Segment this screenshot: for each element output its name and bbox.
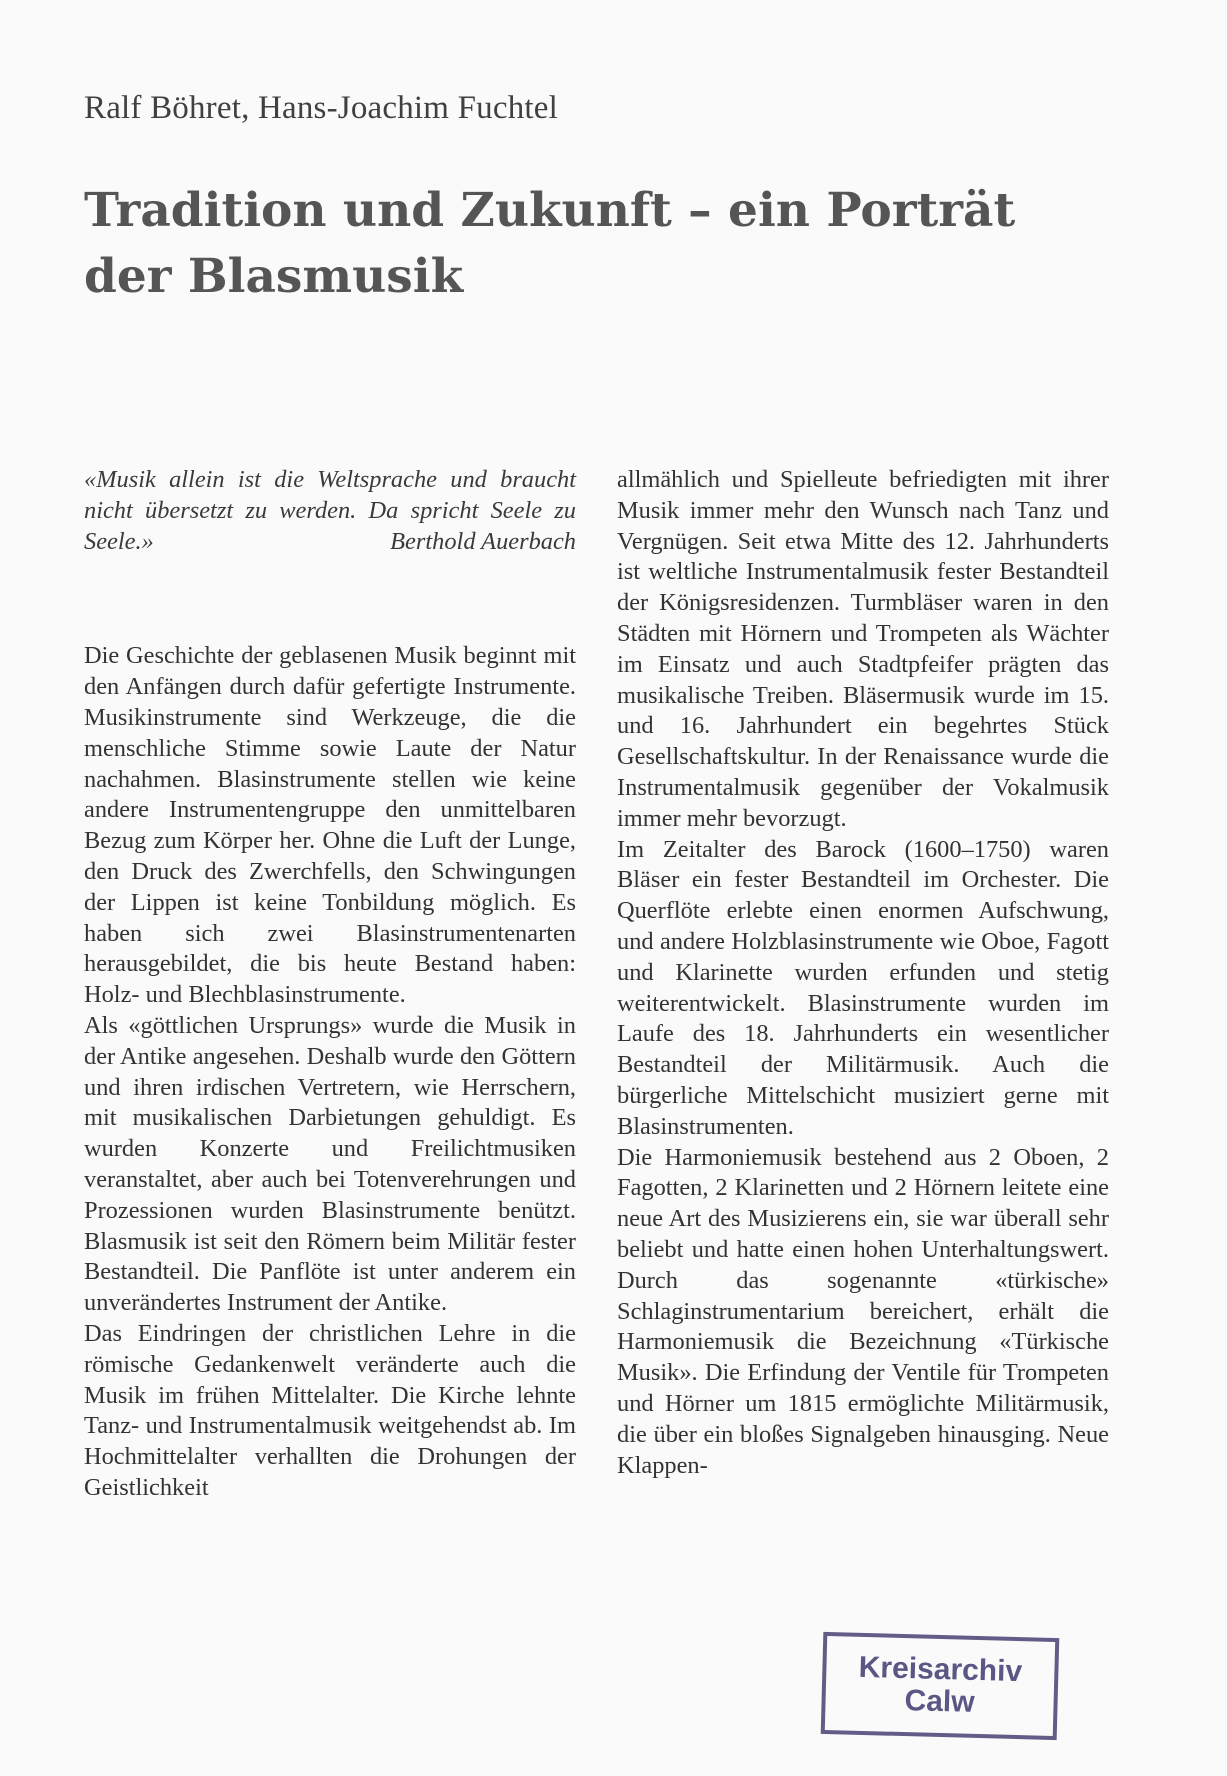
authors: Ralf Böhret, Hans-Joachim Fuchtel xyxy=(84,90,558,126)
motto-author: Berthold Auerbach xyxy=(390,527,576,555)
article-title xyxy=(84,178,1084,310)
archive-stamp xyxy=(821,1632,1060,1740)
motto xyxy=(84,465,576,557)
paragraph: Die Geschichte der geblasenen Musik beginnt mit den Anfängen durch dafür gefertigte Instrumente. Musikinstrumente sind Werkzeuge, die die menschliche Stimme sowie Laute der Natur nachahmen. Blasinstrumente stellen wie keine andere Instrumentengruppe den unmittelbaren Bezug zum Körper her. Ohne die Luft der Lunge, den Druck des Zwerchfells, den Schwingungen der Lippen ist keine Tonbildung möglich. Es haben sich zwei Blasinstrumentenarten herausgebildet, die bis heute Bestand haben: Holz- und Blechblasinstrumente. xyxy=(84,642,576,1009)
paragraph: Als «göttlichen Ursprungs» wurde die Musik in der Antike angesehen. Deshalb wurde den Göttern und ihren irdischen Vertretern, wie Herrschern, mit musikalischen Darbietungen gehuldigt. Es wurden Konzerte und Freilichtmusiken veranstaltet, aber auch bei Totenverehrungen und Prozessionen wurden Blasinstrumente benützt. Blasmusik ist seit den Römern beim Militär fester Bestandteil. Die Panflöte ist unter anderem ein unverändertes Instrument der Antike. xyxy=(84,1011,576,1317)
paragraph: allmählich und Spielleute befriedigten mit ihrer Musik immer mehr den Wunsch nach Tanz und Vergnügen. Seit etwa Mitte des 12. Jahrhunderts ist weltliche Instrumentalmusik fester Bestandteil der Königsresidenzen. Turmbläser waren in den Städten mit Hörnern und Trompeten als Wächter im Einsatz und auch Stadtpfeifer prägten das musikalische Treiben. Bläsermusik wurde im 15. und 16. Jahrhundert ein begehrtes Stück Gesellschaftskultur. In der Renaissance wurde die Instrumentalmusik gegenüber der Vokalmusik immer mehr bevorzugt. xyxy=(617,466,1109,832)
paragraph: Das Eindringen der christlichen Lehre in die römische Gedankenwelt veränderte auch die Musik im frühen Mittelalter. Die Kirche lehnte Tanz- und Instrumentalmusik weitgehendst ab. Im Hochmittelalter verhallten die Drohungen der Geistlichkeit xyxy=(84,1319,576,1501)
stamp-line-2: Calw xyxy=(904,1684,976,1719)
right-column xyxy=(617,465,1109,1481)
motto-text: «Musik allein ist die Weltsprache und braucht nicht übersetzt zu werden. Da spricht Seele zu Seele.» xyxy=(84,466,576,555)
title-line-1: Tradition und Zukunft – ein Porträt xyxy=(84,183,1016,238)
stamp-line-1: Kreisarchiv xyxy=(858,1650,1023,1689)
paragraph: Im Zeitalter des Barock (1600–1750) waren Bläser ein fester Bestandteil im Orchester. Die Querflöte erlebte einen enormen Aufschwung, und andere Holzblasinstrumente wie Oboe, Fagott und Klarinette wurden erfunden und stetig weiterentwickelt. Blasinstrumente wurden im Laufe des 18. Jahrhunderts ein wesentlicher Bestandteil der Militärmusik. Auch die bürgerliche Mittelschicht musiziert gerne mit Blasinstrumenten. xyxy=(617,835,1109,1140)
left-column xyxy=(84,465,576,1504)
title-line-2: der Blasmusik xyxy=(84,249,464,304)
paragraph: Die Harmoniemusik bestehend aus 2 Oboen, 2 Fagotten, 2 Klarinetten und 2 Hörnern leitete eine neue Art des Musizierens ein, sie war überall sehr beliebt und hatte einen hohen Unterhaltungswert. Durch das sogenannte «türkische» Schlaginstrumentarium bereichert, erhält die Harmoniemusik die Bezeichnung «Türkische Musik». Die Erfindung der Ventile für Trompeten und Hörner um 1815 ermöglichte Militärmusik, die über ein bloßes Signalgeben hinausging. Neue Klappen- xyxy=(617,1143,1109,1479)
